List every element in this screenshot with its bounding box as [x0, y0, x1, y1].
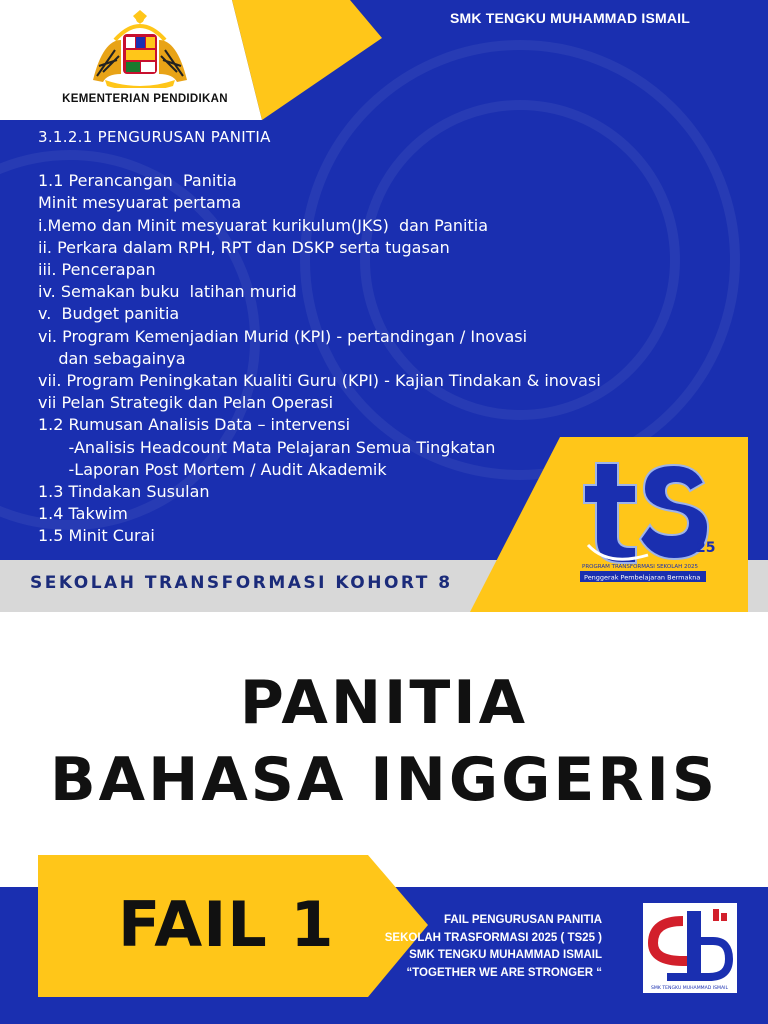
footer-line: SEKOLAH TRASFORMASI 2025 ( TS25 )	[384, 931, 602, 944]
school-logo-icon	[643, 903, 737, 993]
list-item: dan sebagainya	[38, 348, 186, 368]
file-label: FAIL 1	[118, 888, 335, 961]
footer-info	[380, 912, 602, 982]
footer-line: “TOGETHER WE ARE STRONGER “	[406, 966, 602, 979]
page-title-line2: BAHASA INGGERIS	[49, 745, 719, 815]
footer-line: SMK TENGKU MUHAMMAD ISMAIL	[409, 949, 602, 961]
list-item: 1.5 Minit Curai	[38, 526, 155, 546]
list-item: v. Budget panitia	[38, 304, 180, 324]
list-item: i.Memo dan Minit mesyuarat kurikulum(JKS) dan Panitia	[38, 215, 489, 235]
list-item: 1.2 Rumusan Analisis Data – intervensi	[38, 415, 351, 435]
list-item: -Laporan Post Mortem / Audit Akademik	[38, 459, 387, 479]
footer-line: FAIL PENGURUSAN PANITIA	[443, 914, 602, 926]
ts25-tagline: Penggerak Pembelajaran Bermakna	[584, 573, 701, 582]
list-item: vi. Program Kemenjadian Murid (KPI) - pertandingan / Inovasi	[38, 326, 528, 346]
school-logo	[643, 903, 737, 993]
school-name-header: SMK TENGKU MUHAMMAD ISMAIL	[449, 10, 691, 26]
ministry-name: KEMENTERIAN PENDIDIKAN	[62, 93, 228, 105]
list-item: iii. Pencerapan	[38, 260, 156, 280]
list-item: 1.1 Perancangan Panitia	[38, 171, 237, 191]
page-title-line1: PANITIA	[239, 668, 529, 738]
section-heading: 3.1.2.1 PENGURUSAN PANITIA	[38, 128, 271, 146]
coat-of-arms-icon	[85, 10, 195, 88]
list-item: vii. Program Peningkatan Kualiti Guru (KPI) - Kajian Tindakan & inovasi	[38, 371, 601, 391]
list-item: -Analisis Headcount Mata Pelajaran Semua Tingkatan	[38, 437, 496, 457]
list-item: iv. Semakan buku latihan murid	[38, 282, 297, 302]
list-item: Minit mesyuarat pertama	[38, 193, 242, 213]
list-item: 1.4 Takwim	[38, 504, 128, 524]
ts25-logo-icon	[578, 455, 718, 585]
ts25-number: 25	[696, 540, 716, 556]
content-list	[38, 126, 601, 548]
list-item: ii. Perkara dalam RPH, RPT dan DSKP serta tugasan	[38, 237, 450, 257]
kohort-label: SEKOLAH TRANSFORMASI KOHORT 8	[30, 573, 453, 593]
list-item: 1.3 Tindakan Susulan	[38, 482, 210, 502]
ts25-program-text: PROGRAM TRANSFORMASI SEKOLAH 2025	[582, 564, 699, 570]
list-item: vii Pelan Strategik dan Pelan Operasi	[38, 393, 334, 413]
school-logo-caption: SMK TENGKU MUHAMMAD ISMAIL	[651, 986, 729, 991]
